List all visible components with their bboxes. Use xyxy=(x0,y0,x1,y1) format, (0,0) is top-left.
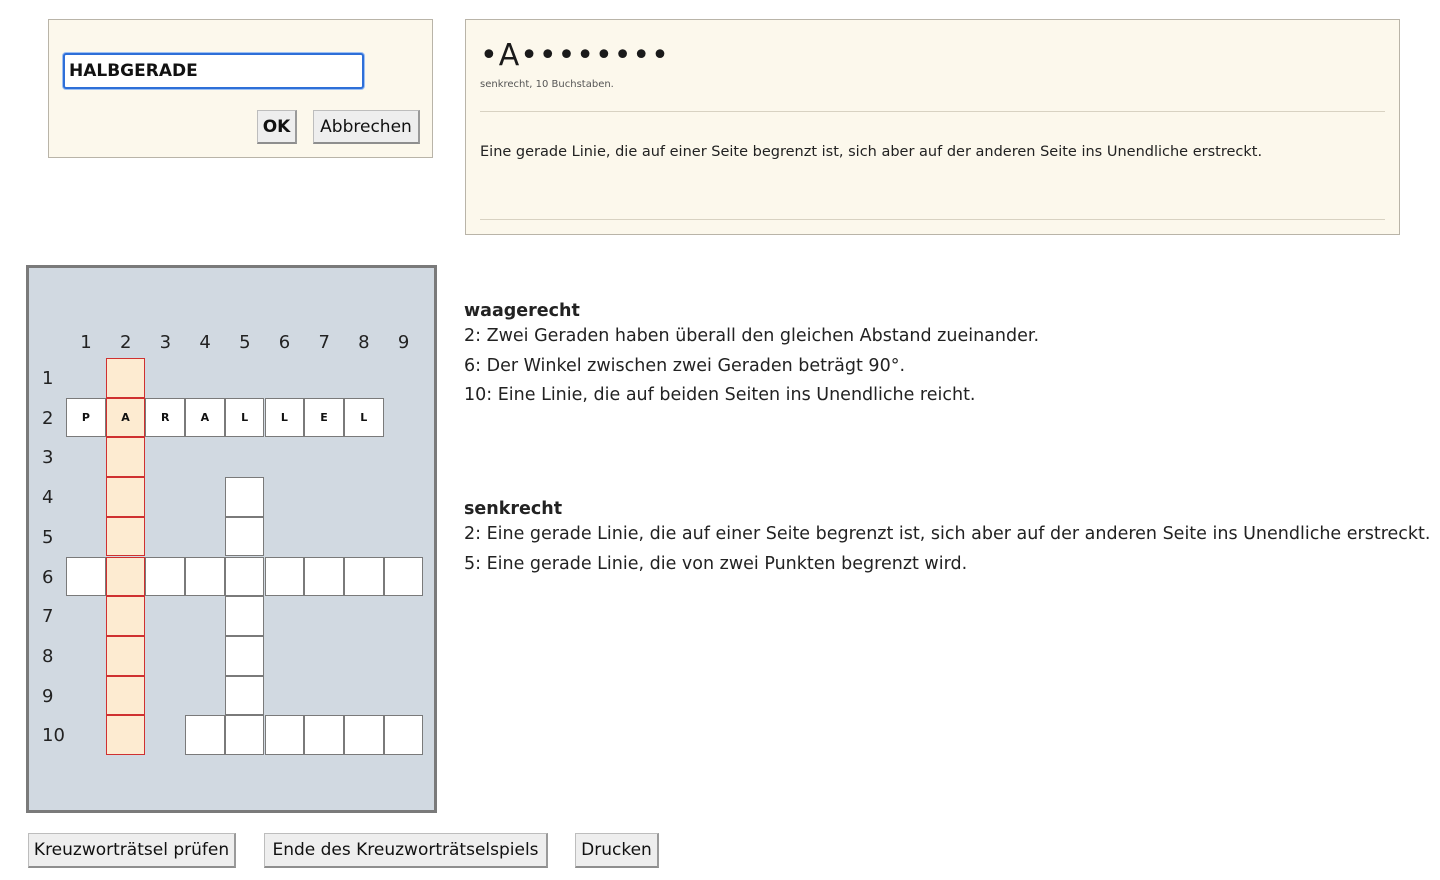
row-number: 6 xyxy=(42,566,54,588)
across-heading: waagerecht xyxy=(464,301,580,321)
grid-cell[interactable] xyxy=(185,715,225,755)
answer-input[interactable] xyxy=(63,53,364,89)
column-number: 3 xyxy=(159,332,172,353)
column-number: 7 xyxy=(318,332,330,353)
grid-cell-active[interactable] xyxy=(106,358,146,398)
down-heading: senkrecht xyxy=(464,499,563,519)
check-crossword-button[interactable]: Kreuzworträtsel prüfen xyxy=(28,833,236,868)
row-number: 7 xyxy=(42,606,54,628)
ok-button[interactable]: OK xyxy=(257,110,297,144)
down-clue: 5: Eine gerade Linie, die von zwei Punkten begrenzt wird. xyxy=(464,553,968,574)
grid-cell-active[interactable] xyxy=(106,636,146,676)
grid-cell[interactable] xyxy=(145,557,185,597)
cancel-button[interactable]: Abbrechen xyxy=(313,110,420,144)
grid-cell[interactable]: L xyxy=(265,398,305,438)
grid-cell[interactable] xyxy=(265,557,305,597)
grid-cell-active[interactable]: A xyxy=(106,398,146,438)
grid-cell-active[interactable] xyxy=(106,477,146,517)
row-number: 5 xyxy=(42,526,54,548)
grid-cell[interactable] xyxy=(225,715,265,755)
column-number: 5 xyxy=(239,332,251,353)
grid-cell[interactable] xyxy=(185,557,225,597)
column-number: 2 xyxy=(119,332,132,353)
grid-cell-active[interactable] xyxy=(106,557,146,597)
down-clue: 2: Eine gerade Linie, die auf einer Seite begrenzt ist, sich aber auf der anderen Seite ins Unendliche erstreckt. xyxy=(464,524,1431,544)
grid-cell[interactable] xyxy=(225,557,265,597)
grid-cell[interactable] xyxy=(344,715,384,755)
row-number: 10 xyxy=(42,725,65,747)
row-number: 8 xyxy=(42,645,54,667)
grid-cell[interactable] xyxy=(225,636,265,676)
column-number: 1 xyxy=(80,332,92,353)
column-number: 8 xyxy=(358,332,370,353)
row-number: 9 xyxy=(42,685,54,707)
row-number: 1 xyxy=(42,368,54,389)
grid-cell[interactable] xyxy=(265,715,305,755)
grid-cell[interactable]: E xyxy=(304,398,344,438)
answer-entry-panel xyxy=(48,19,433,158)
grid-cell[interactable]: A xyxy=(185,398,225,438)
grid-cell[interactable] xyxy=(384,715,424,755)
across-clue: 2: Zwei Geraden haben überall den gleichen Abstand zueinander. xyxy=(464,326,1040,346)
divider xyxy=(480,219,1385,220)
row-number: 3 xyxy=(42,447,54,469)
across-clues xyxy=(464,300,1039,411)
grid-cell[interactable] xyxy=(344,557,384,597)
column-number: 6 xyxy=(278,332,291,353)
answer-pattern: •A•••••••• xyxy=(480,38,670,73)
grid-cell-active[interactable] xyxy=(106,437,146,477)
divider xyxy=(480,111,1385,112)
column-number: 9 xyxy=(397,332,410,353)
end-game-button[interactable]: Ende des Kreuzworträtselspiels xyxy=(264,833,548,868)
grid-cell[interactable]: P xyxy=(66,398,106,438)
grid-cell[interactable]: R xyxy=(145,398,185,438)
across-clue: 10: Eine Linie, die auf beiden Seiten ins Unendliche reicht. xyxy=(464,385,976,406)
grid-cell[interactable] xyxy=(66,557,106,597)
clue-meta: senkrecht, 10 Buchstaben. xyxy=(480,79,614,90)
down-clues xyxy=(464,498,1430,579)
grid-cell[interactable] xyxy=(304,557,344,597)
grid-cell[interactable] xyxy=(225,596,265,636)
grid-cell[interactable] xyxy=(384,557,424,597)
current-clue-text: Eine gerade Linie, die auf einer Seite begrenzt ist, sich aber auf der anderen Seite ins Unendliche erstreckt. xyxy=(480,144,1263,160)
grid-cell-active[interactable] xyxy=(106,596,146,636)
grid-cell[interactable]: L xyxy=(344,398,384,438)
grid-cell-active[interactable] xyxy=(106,517,146,557)
current-clue-panel xyxy=(465,19,1400,235)
grid-cell-active[interactable] xyxy=(106,715,146,755)
grid-cell[interactable] xyxy=(225,477,265,517)
print-button[interactable]: Drucken xyxy=(575,833,659,868)
row-number: 2 xyxy=(42,407,54,429)
crossword-grid xyxy=(26,265,437,813)
column-number: 4 xyxy=(199,332,211,353)
grid-cell[interactable] xyxy=(304,715,344,755)
grid-cell[interactable] xyxy=(225,676,265,716)
grid-cell[interactable] xyxy=(225,517,265,557)
grid-cell[interactable]: L xyxy=(225,398,265,438)
row-number: 4 xyxy=(42,487,54,509)
across-clue: 6: Der Winkel zwischen zwei Geraden beträgt 90°. xyxy=(464,355,906,376)
grid-cell-active[interactable] xyxy=(106,676,146,716)
